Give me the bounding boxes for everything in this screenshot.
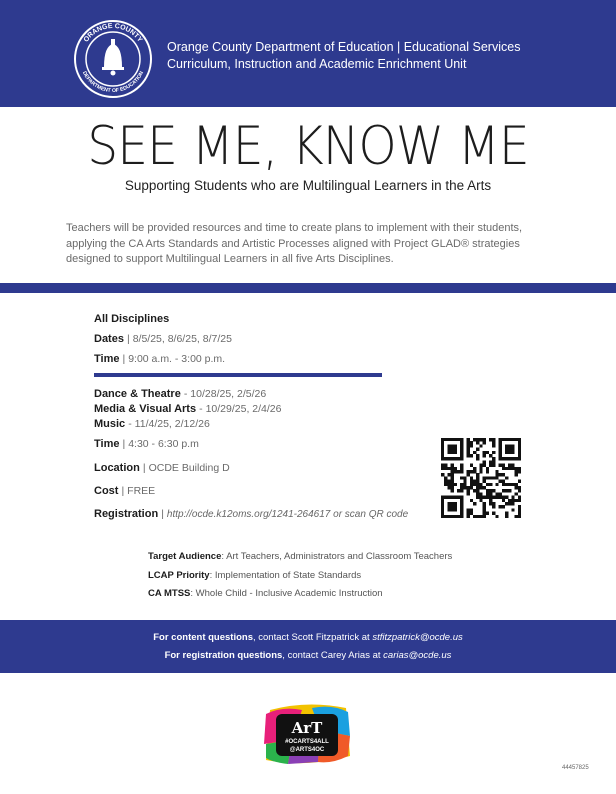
- section-divider-band: [0, 283, 616, 293]
- target-audience: Target Audience: Art Teachers, Administrators and Classroom Teachers: [148, 551, 453, 562]
- page-title: SEE ME, KNOW ME: [87, 116, 529, 177]
- svg-text:@ARTS4OC: @ARTS4OC: [289, 747, 325, 753]
- contact-footer: [0, 620, 616, 673]
- registration-contact-line: For registration questions, contact Carey Arias at carias@ocde.us: [164, 650, 452, 661]
- arts-logo: [262, 700, 352, 768]
- registration-link[interactable]: http://ocde.k12oms.org/1241-264617 or scan QR code: [166, 509, 409, 520]
- svg-text:#OCARTS4ALL: #OCARTS4ALL: [285, 739, 329, 745]
- intro-paragraph: Teachers will be provided resources and time to create plans to implement with their students, applying the CA Arts Standards and Artistic Processes aligned with Project GLAD® strategies designed to support Multilingual Learners in all five Arts Disciplines.: [66, 222, 523, 265]
- music-row: Music - 11/4/25, 2/12/26: [94, 418, 210, 430]
- ca-mtss: CA MTSS: Whole Child - Inclusive Academic Instruction: [148, 588, 383, 599]
- dates-row: Dates | 8/5/25, 8/6/25, 8/7/25: [94, 333, 232, 345]
- svg-text:ArT: ArT: [291, 719, 323, 737]
- svg-text:DEPARTMENT OF EDUCATION: DEPARTMENT OF EDUCATION: [80, 70, 146, 95]
- section-separator: [94, 373, 382, 377]
- ocde-seal-logo: [73, 19, 153, 99]
- location-row: Location | OCDE Building D: [94, 462, 230, 474]
- dance-theatre-row: Dance & Theatre - 10/28/25, 2/5/26: [94, 388, 267, 400]
- content-contact-line: For content questions, contact Scott Fitzpatrick at stfitzpatrick@ocde.us: [153, 632, 463, 643]
- registration-row: Registration | http://ocde.k12oms.org/1241-264617 or scan QR code: [94, 508, 409, 520]
- header-banner: [0, 0, 616, 107]
- org-unit: Curriculum, Instruction and Academic Enrichment Unit: [167, 57, 467, 71]
- lcap-priority: LCAP Priority: Implementation of State Standards: [148, 570, 362, 581]
- document-code: 44457825: [562, 765, 589, 771]
- page-subtitle: Supporting Students who are Multilingual Learners in the Arts: [124, 178, 492, 193]
- svg-text:ORANGE COUNTY: ORANGE COUNTY: [82, 22, 144, 44]
- registration-email-link[interactable]: carias@ocde.us: [383, 650, 452, 661]
- media-visual-arts-row: Media & Visual Arts - 10/29/25, 2/4/26: [94, 403, 282, 415]
- time-row-1: Time | 9:00 a.m. - 3:00 p.m.: [94, 353, 226, 365]
- registration-qr-code[interactable]: [441, 438, 523, 518]
- content-email-link[interactable]: stfitzpatrick@ocde.us: [372, 632, 463, 643]
- all-disciplines-heading: All Disciplines: [94, 313, 170, 325]
- org-name: Orange County Department of Education | Educational Services: [167, 40, 521, 54]
- time-row-2: Time | 4:30 - 6:30 p.m: [94, 438, 199, 450]
- cost-row: Cost | FREE: [94, 485, 156, 497]
